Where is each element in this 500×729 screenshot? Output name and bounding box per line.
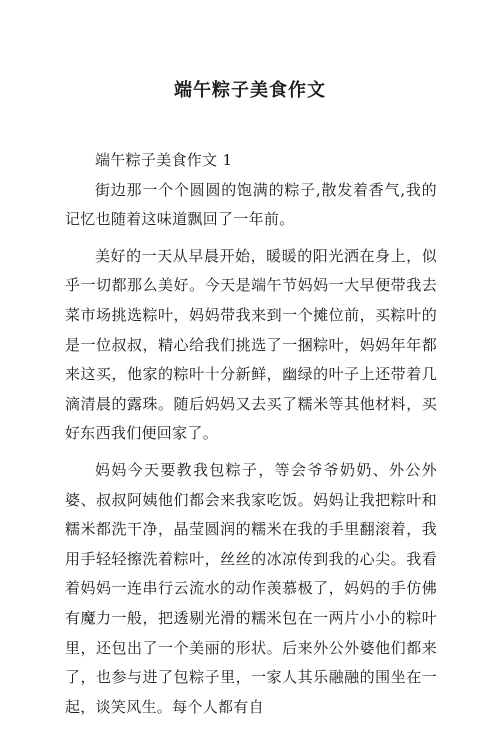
- paragraph-1: 街边那一个个圆圆的饱满的粽子,散发着香气,我的记忆也随着这味道飘回了一年前。: [65, 180, 437, 229]
- paragraph-2: 美好的一天从早晨开始，暖暖的阳光洒在身上，似乎一切都那么美好。今天是端午节妈妈一大早便带我去菜市场挑选粽叶，妈妈带我来到一个摊位前，买粽叶的是一位叔叔，精心给我们挑选了一捆粽叶，妈妈年年都来这买，他家的粽叶十分新鲜，幽绿的叶子上还带着几滴清晨的露珠。随后妈妈又去买了糯米等其他材料，买好东西我们便回家了。: [65, 246, 437, 443]
- paragraph-3: 妈妈今天要教我包粽子，等会爷爷奶奶、外公外婆、叔叔阿姨他们都会来我家吃饭。妈妈让我把粽叶和糯米都洗干净，晶莹圆润的糯米在我的手里翻滚着，我用手轻轻擦洗着粽叶，丝丝的冰凉传到我的心尖。我看着妈妈一连串行云流水的动作羡慕极了，妈妈的手仿佛有魔力一般，把透剔光滑的糯米包在一两片小小的粽叶里，还包出了一个美丽的形状。后来外公外婆他们都来了，也参与进了包粽子里，一家人其乐融融的围坐在一起，谈笑风生。每个人都有自: [65, 460, 437, 716]
- section-subtitle: 端午粽子美食作文 1: [95, 151, 233, 169]
- document-title: 端午粽子美食作文: [174, 80, 326, 101]
- document-body: [65, 146, 437, 729]
